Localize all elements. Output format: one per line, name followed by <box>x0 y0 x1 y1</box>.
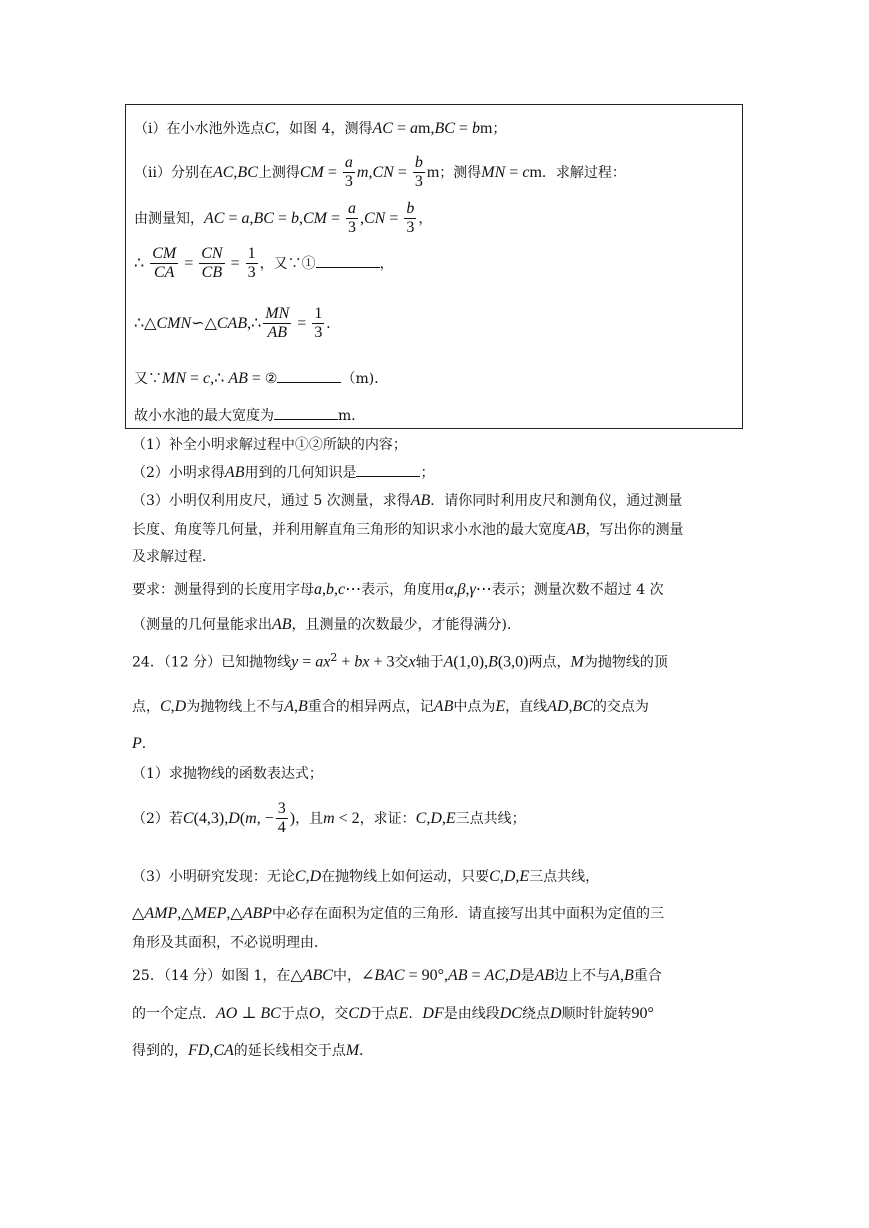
box-line-5: ∴△CMN∽△CAB,∴ $\frac{MN}{AB}$ = $\frac{1}{3}$ . <box>134 305 331 342</box>
blank-2[interactable] <box>277 381 341 383</box>
problem-24-line-2: 点，C,D为抛物线上不与A,B重合的相异两点，记AB中点为E，直线AD,BC的交点为 <box>132 698 649 715</box>
box-line-7: 故小水池的最大宽度为 m． <box>134 408 366 424</box>
question-1: （1）补全小明求解过程中①②所缺的内容； <box>132 437 407 453</box>
question-3-line-1: （3）小明仅利用皮尺，通过 5 次测量，求得AB．请你同时利用皮尺和测角仪，通过测量 <box>132 492 683 509</box>
question-3-line-2: 长度、角度等几何量，并利用解直角三角形的知识求小水池的最大宽度AB，写出你的测量 <box>132 521 684 538</box>
problem-25-line-1: 25．（14 分）如图 1，在△ABC中，∠BAC = 90°,AB = AC,D是AB边上不与A,B重合 <box>132 967 662 984</box>
blank-1[interactable] <box>316 266 380 268</box>
blank-4[interactable] <box>356 475 420 477</box>
box-line-1: （ⅰ）在小水池外选点C，如图 4，测得AC = am,BC = bm； <box>134 120 507 137</box>
blank-3[interactable] <box>274 418 338 420</box>
problem-24-line-1: 24．（12 分）已知抛物线$y = ax^2$ + bx + 3交x轴于A(1,0),B(3,0)两点，M为抛物线的顶 <box>132 651 668 671</box>
box-line-4: ∴ $\frac{CM}{CA}$ = $\frac{CN}{CB}$ = $\frac{1}{3}$ ，又∵① ， <box>134 245 394 282</box>
box-line-2: （ⅱ）分别在AC,BC上测得CM = $\frac{a}{3}$ m,CN = $\frac{b}{3}$ m；测得MN = cm．求解过程： <box>134 154 626 191</box>
question-2: （2）小明求得AB用到的几何知识是 ； <box>132 464 435 481</box>
problem-24-sub-3-line-3: 角形及其面积，不必说明理由． <box>132 935 328 951</box>
problem-24-sub-1: （1）求抛物线的函数表达式； <box>132 766 323 782</box>
box-line-6: 又∵MN = c,∴ AB = ② （m)． <box>134 370 389 387</box>
problem-24-sub-3-line-2: △AMP,△MEP,△ABP中必存在面积为定值的三角形．请直接写出其中面积为定值的三 <box>132 905 665 922</box>
problem-25-line-2: 的一个定点．AO ⊥ BC于点O，交CD于点E．DF是由线段DC绕点D顺时针旋转90° <box>132 1005 654 1022</box>
requirement-line-2: （测量的几何量能求出AB，且测量的次数最少，才能得满分)． <box>132 616 522 633</box>
problem-24-sub-2: （2）若C(4,3),D(m, − $\frac{3}{4}$ )，且m < 2，求证：C,D,E三点共线； <box>132 800 526 837</box>
problem-24-sub-3-line-1: （3）小明研究发现：无论C,D在抛物线上如何运动，只要C,D,E三点共线， <box>132 868 600 885</box>
box-line-3: 由测量知，AC = a,BC = b,CM = $\frac{a}{3}$ ,CN = $\frac{b}{3}$ ， <box>134 200 433 237</box>
question-3-line-3: 及求解过程． <box>132 549 216 565</box>
problem-25-line-3: 得到的，FD,CA的延长线相交于点M． <box>132 1042 374 1059</box>
requirement-line-1: 要求：测量得到的长度用字母a,b,c⋯表示，角度用α,β,γ⋯表示；测量次数不超过 4 次 <box>132 581 664 598</box>
problem-24-line-3: P． <box>132 735 156 752</box>
